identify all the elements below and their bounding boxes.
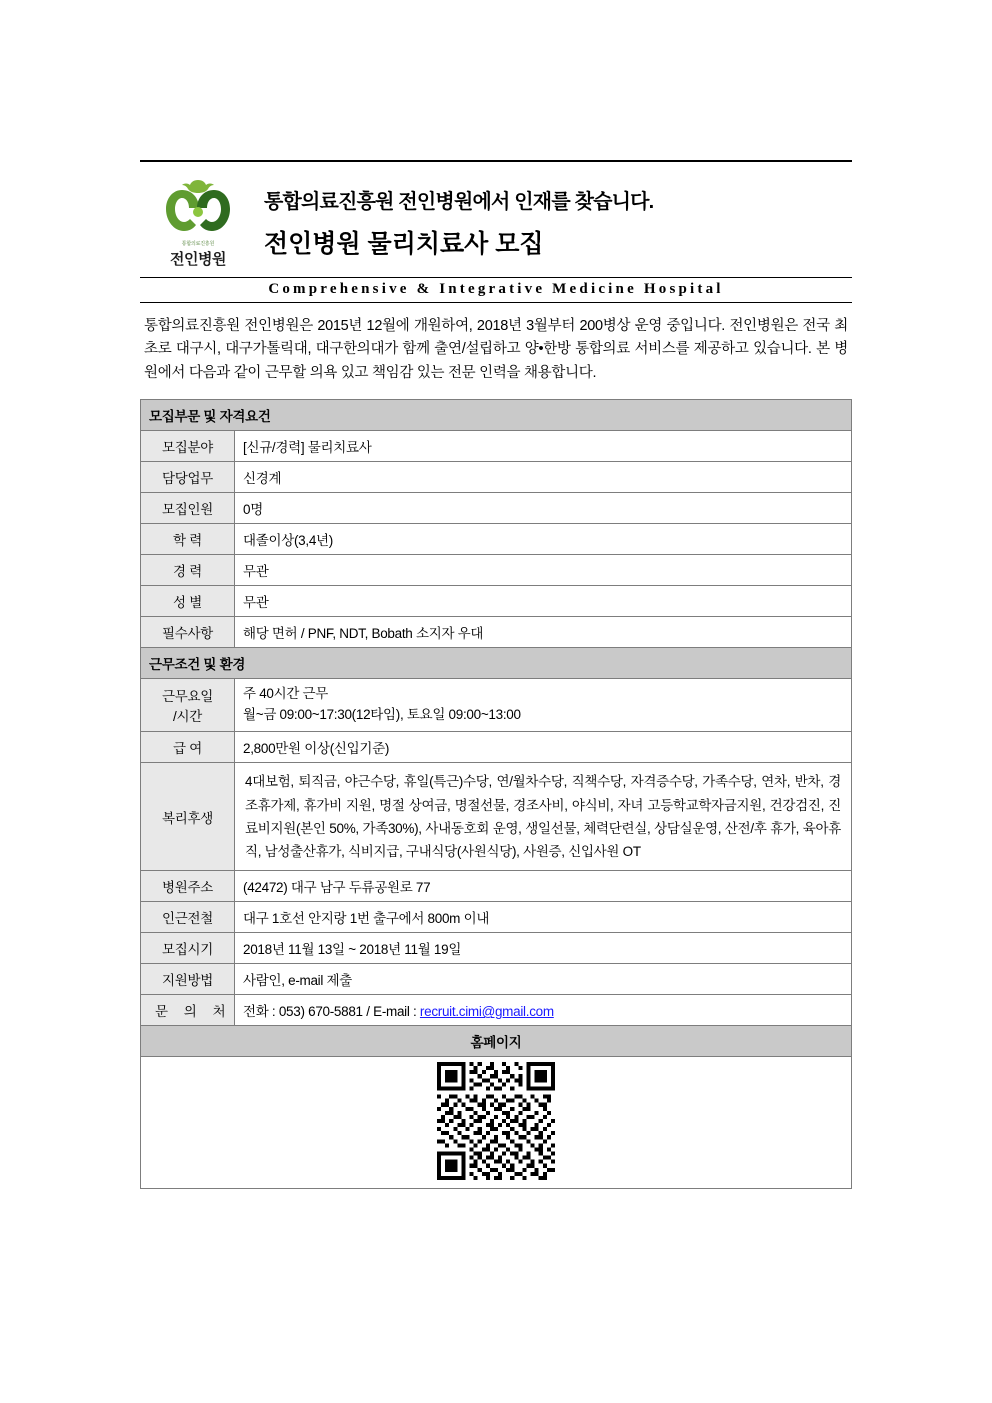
label-education: 학 력: [141, 524, 235, 555]
label-field: 모집분야: [141, 431, 235, 462]
table-row: [141, 732, 852, 763]
value-required: 해당 면허 / PNF, NDT, Bobath 소지자 우대: [235, 617, 852, 648]
value-field: [신규/경력] 물리치료사: [235, 431, 852, 462]
table-row: [141, 902, 852, 933]
value-education: 대졸이상(3,4년): [235, 524, 852, 555]
table-row: [141, 964, 852, 995]
document-header: [140, 172, 852, 275]
headline-sub: 통합의료진흥원 전인병원에서 인재를 찾습니다.: [264, 191, 654, 213]
value-duty: 신경계: [235, 462, 852, 493]
header-titles: [264, 185, 852, 260]
value-career: 무관: [235, 555, 852, 586]
table-row: [141, 555, 852, 586]
label-address: 병원주소: [141, 871, 235, 902]
table-row: [141, 763, 852, 871]
hospital-logo: [150, 176, 246, 269]
value-workdays-line2: 월~금 09:00~17:30(12타임), 토요일 09:00~13:00: [243, 707, 521, 723]
table-row: [141, 679, 852, 732]
intro-paragraph: 통합의료진흥원 전인병원은 2015년 12월에 개원하여, 2018년 3월부터 200병상 운영 중입니다. 전인병원은 전국 최초로 대구시, 대구가톨릭대, 대구한의대가 함께 출연/설립하고 양•한방 통합의료 서비스를 제공하고 있습니다. 본 병원에서 다음과 같이 근무할 의욕 있고 책임감 있는 전문 인력을 채용합니다.: [144, 318, 848, 381]
label-duty: 담당업무: [141, 462, 235, 493]
label-transit: 인근전철: [141, 902, 235, 933]
table-row: [141, 1057, 852, 1189]
section-conditions: 근무조건 및 환경: [141, 648, 852, 679]
value-address: (42472) 대구 남구 두류공원로 77: [235, 871, 852, 902]
label-benefits: 복리후생: [141, 763, 235, 871]
value-headcount: 0명: [235, 493, 852, 524]
value-workdays: [235, 679, 852, 732]
label-workdays-line1: 근무요일: [162, 689, 213, 705]
value-apply: 사람인, e-mail 제출: [235, 964, 852, 995]
contact-email-link[interactable]: recruit.cimi@gmail.com: [419, 1004, 554, 1020]
value-contact: [235, 995, 852, 1026]
table-row: [141, 431, 852, 462]
table-row: [141, 493, 852, 524]
job-info-table: [140, 399, 852, 1189]
table-row: [141, 995, 852, 1026]
value-gender: 무관: [235, 586, 852, 617]
label-headcount: 모집인원: [141, 493, 235, 524]
homepage-qr-cell: [141, 1057, 852, 1189]
table-row: [141, 586, 852, 617]
label-apply: 지원방법: [141, 964, 235, 995]
logo-micro-text: 통합의료진흥원: [181, 241, 215, 247]
table-row: [141, 462, 852, 493]
table-section-row: [141, 1026, 852, 1057]
label-gender: 성 별: [141, 586, 235, 617]
table-row: [141, 617, 852, 648]
label-salary: 급 여: [141, 732, 235, 763]
label-period: 모집시기: [141, 933, 235, 964]
section-homepage: 홈페이지: [141, 1026, 852, 1057]
job-posting-document: [140, 160, 852, 1189]
label-required: 필수사항: [141, 617, 235, 648]
value-workdays-line1: 주 40시간 근무: [243, 686, 329, 702]
table-section-row: [141, 648, 852, 679]
value-salary: 2,800만원 이상(신입기준): [235, 732, 852, 763]
label-workdays: [141, 679, 235, 732]
top-divider: [140, 160, 852, 162]
section-recruit: 모집부문 및 자격요건: [141, 400, 852, 431]
table-row: [141, 524, 852, 555]
label-workdays-line2: /시간: [173, 709, 202, 725]
page-title: 전인병원 물리치료사 모집: [264, 230, 544, 258]
table-row: [141, 933, 852, 964]
table-row: [141, 871, 852, 902]
value-period: 2018년 11월 13일 ~ 2018년 11월 19일: [235, 933, 852, 964]
label-career: 경 력: [141, 555, 235, 586]
qr-code-icon: [437, 1062, 555, 1180]
contact-phone-text: 전화 : 053) 670-5881 / E-mail :: [243, 1004, 420, 1020]
english-tagline: Comprehensive & Integrative Medicine Hospital: [140, 277, 852, 303]
label-contact: 문 의 처: [141, 995, 235, 1026]
value-benefits: 4대보험, 퇴직금, 야근수당, 휴일(특근)수당, 연/월차수당, 직책수당, 자격증수당, 가족수당, 연차, 반차, 경조휴가제, 휴가비 지원, 명절 상여금, 명절선물, 경조사비, 야식비, 자녀 고등학교학자금지원, 건강검진, 진료비지원(본인 50%, 가족30%), 사내동호회 운영, 생일선물, 체력단련실, 상담실운영, 산전/후 휴가, 육아휴직, 남성출산휴가, 식비지급, 구내식당(사원식당), 사원증, 신입사원 OT: [235, 763, 852, 871]
logo-name: 전인병원: [170, 251, 226, 268]
value-transit: 대구 1호선 안지랑 1번 출구에서 800m 이내: [235, 902, 852, 933]
table-section-row: [141, 400, 852, 431]
